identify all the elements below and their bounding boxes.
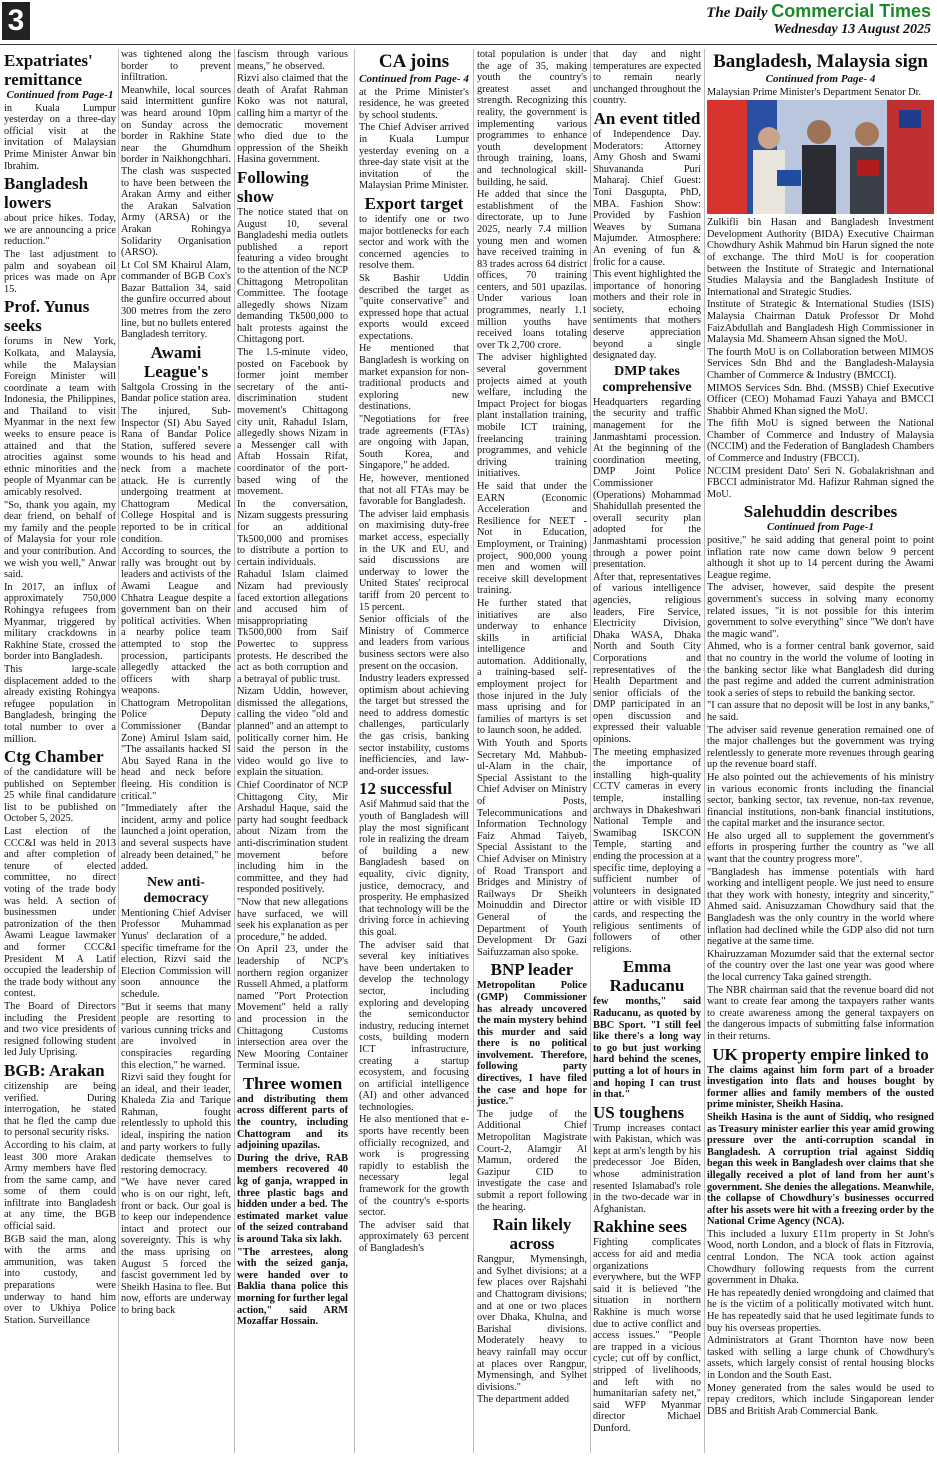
paragraph: The Chief Adviser arrived in Kuala Lumpur yesterday evening on a three-day state visit at the invitation of the Malaysian Prime Minister. xyxy=(359,122,469,192)
paragraph: was tightened along the border to prevent infiltration. xyxy=(121,49,231,84)
paragraph: Saltgola Crossing in the Bandar police station area. xyxy=(121,381,231,405)
paragraph: at the Prime Minister's residence, he was greeted by school students. xyxy=(359,86,469,121)
masthead-prefix: The Daily xyxy=(706,5,768,21)
paragraph: Zulkifli bin Hasan and Bangladesh Investment Development Authority (BIDA) Executive Chairman Chowdhury Ashik Mahmud bin Harun signed the note of exchange. The third MoU is for cooperation between the Institute of Strategic and International Studies Malaysia and the Bangladesh Institute of International and Strategic Studies. xyxy=(707,217,934,298)
headline: Prof. Yunus seeks xyxy=(4,297,90,336)
paragraph: Last election of the CCC&I was held in 2013 and after completion of tenure of elected committee, no direct voting of the trade body was held. A section of businessmen under patronization of the then Awami League lawmaker and former CCC&I President M A Latif occupied the leadership of the trade body without any contest. xyxy=(4,826,116,1000)
column-2 xyxy=(121,49,231,1455)
paragraph: On April 23, under the leadership of NCP's northern region organizer Russell Ahmed, a platform named "Port Protection Movement" held a rally and procession in the Chittagong Customs intersection area over the New Mooring Container Terminal issue. xyxy=(237,944,348,1072)
header-rule xyxy=(0,44,937,45)
paragraph: This large-scale displacement added to the already existing Rohingya refugee population in Bangladesh, bringing the total number to over a million. xyxy=(4,663,116,745)
paragraph: The meeting emphasized the importance of installing high-quality CCTV cameras in every temple, installing archways in Dhakeshwari National Temple and Swamibag ISKCON Temple, starting and ending the procession at a specific time, deploying a sufficient number of volunteers in designated attire or with visible ID cards, and respecting the religious sentiments of followers of other religions. xyxy=(593,746,701,955)
issue-date: Wednesday 13 August 2025 xyxy=(773,22,931,37)
continued-note: Continued from Page- 4 xyxy=(765,73,876,85)
column-7 xyxy=(707,49,934,1455)
paragraph: He further stated that initiatives are also underway to enhance skills in artificial intelligence and automation. Additionally, a training-based self-employment project for those injured in the July mass uprising and for families of martyrs is set to launch soon, he added. xyxy=(477,597,587,737)
paragraph: The injured, Sub-Inspector (SI) Abu Sayed Rana of Bandar Police Station, suffered severe wounds to his head and neck from a machete attack. He is currently undergoing treatment at Chattogram Medical College Hospital and is reported to be in critical condition. xyxy=(121,406,231,545)
paragraph: This included a luxury £11m property in St John's Wood, north London, and a block of flats in Fitzrovia, central London. The NCA took action against Chowdhury following requests from the current government in Dhaka. xyxy=(707,1228,934,1287)
paragraph: MIMOS Services Sdn. Bhd. (MSSB) Chief Executive Officer (CEO) Mohamad Fauzi Yahaya and BMCCI Shabbir Ahmed Khan signed the MoU. xyxy=(707,382,934,417)
headline: 12 successful xyxy=(359,779,453,799)
paragraph: "I can assure that no deposit will be lost in any banks," he said. xyxy=(707,700,934,723)
paragraph: The notice stated that on August 10, several Bangladeshi media outlets published a report featuring a video brought to the attention of the NCP Chittagong Metropolitan Committee. The footage allegedly shows Nizam demanding Tk500,000 to halt protests against the Chittagong port. xyxy=(237,206,348,346)
paragraph: "Immediately after the incident, army and police launched a joint operation, and several suspects have already been detained," he added. xyxy=(121,803,231,873)
headline: Salehuddin describes xyxy=(743,502,898,522)
paragraph: Malaysian Prime Minister's Department Senator Dr. xyxy=(707,86,922,98)
paragraph: Trump increases contact with Pakistan, which was kept at arm's length by his predecessor Joe Biden, whose administration resented Islamabad's role in the two-decade war in Afghanistan. xyxy=(593,1122,701,1215)
paragraph: He, however, mentioned that not all FTAs may be favorable for Bangladesh. xyxy=(359,473,469,508)
headline: Export target xyxy=(364,193,464,213)
paragraph: citizenship are being verified. During interrogation, he stated that he fled the camp due to personal security risks. xyxy=(4,1080,116,1139)
paragraph: The Board of Directors including the President and two vice presidents of resigned following student led July Uprising. xyxy=(4,1000,116,1059)
paragraph: Khairuzzaman Mozumder said that the external sector of the country over the last one year was good where the local currency Taka gained strength. xyxy=(707,948,934,983)
paragraph: Chief Coordinator of NCP Chittagong City, Mir Arshadul Haque, said the party had sought feedback about Nizam from the anti-discrimination student movement before including him in the committee, and they had responded positively. xyxy=(237,780,348,896)
paragraph: Rahadul Islam claimed Nizam had previously faced extortion allegations and accused him of misappropriating Tk500,000 from Saif Powertec to suppress protests. He described the act as both corruption and a betrayal of public trust. xyxy=(237,569,348,685)
paragraph: fascism through various means," he observed. xyxy=(237,49,348,72)
paragraph: The adviser said that several key initiatives have been undertaken to develop the technology sector, including exploring and developing the semiconductor industry, reducing internet costs, building modern ICT infrastructure, creating a startup ecosystem, and focusing on artificial intelligence (AI) and other advanced technologies. xyxy=(359,939,469,1113)
paragraph: about price hikes. Today, we are announcing a price reduction." xyxy=(4,213,116,248)
column-divider xyxy=(234,49,235,1453)
paragraph: BGB said the man, along with the arms and ammunition, was taken into custody, and preparations were underway to hand him over to Ukhiya Police Station. Surveillance xyxy=(4,1233,116,1326)
column-divider xyxy=(354,49,355,1453)
paragraph: total population is under the age of 35, making youth the country's greatest asset and strength. Recognizing this reality, the government is implementing various programmes to enhance youth development through training, loans, and technological skill-building, he said. xyxy=(477,49,587,188)
headline: Rain likely across xyxy=(492,1215,572,1254)
paragraph: positive," he said adding that general point to point inflation rate now came down below 9 percent although it shot up to 14 percent during the Awami League regime. xyxy=(707,535,934,581)
paragraph: Industry leaders expressed optimism about achieving the target but stressed the need to address domestic challenges, particularly the gas crisis, banking sector instability, customs inefficiencies, and law-and-order issues. xyxy=(359,673,469,777)
paragraph: "But it seems that many people are resorting to various cunning tricks and are involved in conspiracies regarding this election," he warned. xyxy=(121,1001,231,1071)
paragraph: The adviser said that approximately 63 percent of Bangladesh's xyxy=(359,1219,469,1254)
paragraph: Mentioning Chief Adviser Professor Muhammad Yunus' declaration of a specific timeframe for the election, Rizvi said the Election Commission will soon announce the schedule. xyxy=(121,907,231,1000)
headline: BNP leader xyxy=(490,960,574,980)
paragraph: With Youth and Sports Secretary Md. Mahbub-ul-Alam in the chair, Special Assistant to the Chief Adviser on Ministry of Posts, Telecommunications and Information Technology Faiz Ahmad Taiyeb, Special Assistant to the Chief Adviser on Ministry of Road Transport and Bridges and Ministry of Railways Dr Sheikh Moinuddin and Director General of the Department of Youth Development Dr Gazi Saifuzzaman also spoke. xyxy=(477,738,587,958)
headline: Three women xyxy=(242,1073,343,1093)
paragraph: Meanwhile, local sources said intermittent gunfire was heard around 10pm on Sunday across the border in Rakhine State near the Ghumdhum border in Naikhongchhari. The clash was suspected to have been between the Arakan Army and either the Arakan Salvation Army (ARSA) or the Arakan Rohingya Solidarity Organisation (ARSO). xyxy=(121,84,231,259)
continued-note: Continued from Page-1 xyxy=(6,89,114,101)
headline: BGB: Arakan xyxy=(4,1060,105,1080)
headline: Ctg Chamber xyxy=(4,747,104,767)
paragraph: The NBR chairman said that the revenue board did not want to create fear among the taxpayers rather wants to create awareness among the general taxpayers on the dangerous impacts of submitting false information in their returns. xyxy=(707,984,934,1042)
paragraph: Rangpur, Mymensingh, and Sylhet divisions; at a few places over Rajshahi and Chattogram divisions; and at one or two places over Dhaka, Khulna, and Barishal divisions. Moderately heavy to heavy rainfall may occur at places over Rangpur, Mymensingh, and Sylhet divisions." xyxy=(477,1254,587,1393)
headline: DMP takes comprehensive xyxy=(602,363,692,395)
paragraph: "We have never cared who is on our right, left, front or back. Our goal is to keep our independence intact and protect our sovereignty. This is why the mass uprising on August 5 forced the fascist government led by Sheikh Hasina to flee. But now, efforts are underway to bring back xyxy=(121,1177,231,1316)
paragraph: In 2017, an influx of approximately 750,000 Rohingya refugees from Myanmar, triggered by military crackdowns in Rakhine State, crossed the border into Bangladesh. xyxy=(4,581,116,663)
column-divider xyxy=(473,49,474,1453)
paragraph: He added that since the establishment of the directorate, up to June 2025, nearly 7.4 million young men and women have received training in 83 trades across 64 district offices, 70 training centers, and 501 upazilas. Under various loan programmes, nearly 1.1 million youths have received loans totaling over Tk 2,700 crore. xyxy=(477,189,587,351)
paragraph: Nizam Uddin, however, dismissed the allegations, calling the video "old and planned" and an attempt to politically corner him. He said the person in the video would go live to explain the situation. xyxy=(237,686,348,779)
headline: Rakhine sees xyxy=(593,1217,687,1237)
paragraph: Administrators at Grant Thornton have now been tasked with selling a large chunk of Chowdhury's assets, which largely consist of rental housing blocks in London and the South East. xyxy=(707,1335,934,1381)
paragraph: The judge of the Additional Chief Metropolitan Magistrate Court-2, Alamgir Al Mamun, ordered the Gazipur CID to investigate the case and submit a report following the hearing. xyxy=(477,1108,587,1213)
paragraph: The claims against him form part of a broader investigation into flats and houses bought by former allies and family members of the ousted prime minister, Sheikh Hasina. xyxy=(707,1064,934,1111)
mou-signing-photo xyxy=(707,100,934,214)
paragraph: According to his claim, at least 300 more Arakan Army members have fled from the same camp, and some of them could infiltrate into Bangladesh at any time, the BGB official said. xyxy=(4,1139,116,1233)
paragraph: of the candidature will be published on September 25 while final candidature list to be published on October 5, 2025. xyxy=(4,767,116,825)
paragraph: Institute of Strategic & International Studies (ISIS) Malaysia Chairman Datuk Professor Dr Mohd FaizAbdullah and Bangladesh High Commissioner in Malaysia Md. Shameem Ahsan signed the MoU. xyxy=(707,299,934,346)
headline: Bangladesh lowers xyxy=(4,174,89,213)
paragraph: The adviser laid emphasis on maximising duty-free market access, especially in the UK and EU, and said discussions are underway to lower the United States' reciprocal tariff from 20 percent to 15 percent. xyxy=(359,508,469,613)
masthead-name: Commercial Times xyxy=(771,1,931,21)
continued-note: Continued from Page- 4 xyxy=(359,73,469,85)
page-number: 3 xyxy=(2,2,30,40)
paragraph: Rizvi also claimed that the death of Arafat Rahman Koko was not natural, calling him a martyr of the democratic movement who died due to the oppression of the Sheikh Hasina government. xyxy=(237,73,348,166)
headline: UK property empire linked to xyxy=(712,1044,929,1064)
paragraph: Sk Bashir Uddin described the target as "quite conservative" and expressed hope that actual exports would exceed expectations. xyxy=(359,272,469,342)
column-divider xyxy=(118,49,119,1453)
paragraph: The department added xyxy=(477,1394,570,1406)
paragraph: Metropolitan Police (GMP) Commissioner has already uncovered the main mystery behind this murder and said there is no political involvement. Therefore, following party directives, I have filed the case and hope for justice." xyxy=(477,980,587,1108)
column-divider xyxy=(704,49,705,1453)
paragraph: The adviser highlighted several government projects aimed at youth welfare, including the Impact Project for biogas plant installation training, mobile ICT training, freelancing training programmes, and vehicle driving training initiatives. xyxy=(477,352,587,480)
paragraph: During the drive, RAB members recovered 40 kg of ganja, wrapped in three plastic bags and hidden under a bed. The estimated market value of the seized contraband is around Taka six lakh. xyxy=(237,1152,348,1245)
paragraph: The last adjustment to palm and soyabean oil prices was made on Apr 15. xyxy=(4,248,116,295)
paragraph: Fighting complicates access for aid and media organizations everywhere, but the WFP said it is believed "the situation in northern Rakhine is much worse due to active conflict and access issues." "People are trapped in a vicious cycle; cut off by conflict, stripped of livelihoods, and left with no humanitarian safety net," said WFP Myanmar director Michael Dunford. xyxy=(593,1237,701,1434)
paragraph: He also pointed out the achievements of his ministry in various economic fronts including the financial sector, banking sector, tax revenue, non-tax revenue, financial institutions, non-bank financial institutions, the capital market and the insurance sector. xyxy=(707,771,934,830)
paragraph: Rizvi said they fought for an ideal, and their leader, Khaleda Zia and Tarique Rahman, fought relentlessly to uphold this ideal, inspiring the nation and party workers to fully dedicate themselves to restoring democracy. xyxy=(121,1072,231,1176)
paragraph: Asif Mahmud said that the youth of Bangladesh will play the most significant role in realizing the dream of building a new Bangladesh based on equality, civic dignity, justice, democracy, and prosperity. He emphasized that technology will be the driving force in achieving this goal. xyxy=(359,799,469,938)
column-5 xyxy=(477,49,587,1455)
column-1 xyxy=(4,49,116,1455)
paragraph: few months," said Raducanu, as quoted by BBC Sport. "I still feel like there's a long way to go but just working hard behind the scenes, putting a lot of hours in and hoping I can trust in that." xyxy=(593,996,701,1101)
photo-illustration xyxy=(707,100,934,214)
paragraph: The fifth MoU is signed between the National Chamber of Commerce and Industry of Malaysia (NCCIM) and the Federation of Bangladesh Chambers of Commerce and Industry (FBCCI). xyxy=(707,418,934,465)
paragraph: "So, thank you again, my dear friend, on behalf of my family and the people of Malaysia for your role and your contribution. And we wish you well," Anwar said. xyxy=(4,499,116,581)
paragraph: The adviser said revenue generation remained one of the major challenges but the government was trying relentlessly to generate more revenues through gearing up the revenue board staff. xyxy=(707,724,934,771)
headline: New anti-democracy xyxy=(143,874,209,906)
masthead xyxy=(706,1,931,22)
headline: CA joins xyxy=(378,51,450,72)
paragraph: "The arrestees, along with the seized ganja, were handed over to Baklia thana police this morning for further legal action," said ARM Mozaffar Hossain. xyxy=(237,1246,348,1328)
column-6 xyxy=(593,49,701,1455)
page-header xyxy=(0,0,937,44)
paragraph: He also mentioned that e-sports have recently been officially recognized, and work is progressing rapidly to establish the necessary legal framework for the growth of the country's e-sports sector. xyxy=(359,1114,469,1219)
paragraph: Headquarters regarding the security and traffic management for the Janmashtami procession. At the beginning of the coordination meeting, DMP Joint Police Commissioner (Operations) Mohammad Shahidullah presented the overall security plan adopted for the Janmashtami procession through a power point presentation. xyxy=(593,396,701,571)
paragraph: forums in New York, Kolkata, and Malaysia, while the Malaysian Foreign Minister will coordinate a team with Indonesia, the Philippines, and Thailand to visit Myanmar in the next few weeks to ensure peace is attained and that the atrocities against some ethnic minorities and the people of Myanmar can be amicably resolved. xyxy=(4,336,116,499)
column-divider xyxy=(590,49,591,1453)
headline: Following show xyxy=(237,167,309,206)
paragraph: After that, representatives of various intelligence agencies, religious leaders, Fire Service, Electricity Division, Dhaka WASA, Dhaka North and South City Corporations and representatives of the Health Department and senior officials of the DMP participated in an open discussion and expressed their valuable opinions. xyxy=(593,571,701,746)
headline: Awami League's xyxy=(143,342,209,381)
paragraph: He also urged all to supplement the government's efforts in prospering further the country as "we all want that the country progress more". xyxy=(707,830,934,866)
paragraph: Senior officials of the Ministry of Commerce and leaders from various business sectors were also present on the occasion. xyxy=(359,614,469,672)
paragraph: that day and night temperatures are expected to remain nearly unchanged throughout the country. xyxy=(593,49,701,107)
headline: Bangladesh, Malaysia sign xyxy=(713,51,928,72)
column-3 xyxy=(237,49,348,1455)
headline: Emma Raducanu xyxy=(609,957,685,996)
headline: Expatriates' remittance xyxy=(4,51,93,89)
paragraph: in Kuala Lumpur yesterday on a three-day official visit at the invitation of Malaysian Prime Minister Anwar bin Ibrahim. xyxy=(4,102,116,172)
continued-note: Continued from Page-1 xyxy=(767,521,874,534)
paragraph: Chattogram Metropolitan Police Deputy Commissioner (Bandar Zone) Amirul Islam said, "The assailants hacked SI Abu Sayed Rana in the head and neck before fleeing. His condition is critical." xyxy=(121,697,231,802)
paragraph: "Now that new allegations have surfaced, we will seek his explanation as per procedure," he added. xyxy=(237,896,348,943)
paragraph: The adviser, however, said despite the present government's success in solving many economy related issues, "it is not possible for this interim government to solve everything" since "We don't have the magic wand". xyxy=(707,582,934,640)
column-4 xyxy=(359,49,469,1455)
paragraph: In the conversation, Nizam suggests pressuring for an additional Tk500,000 and promises to distribute a portion to certain individuals. xyxy=(237,498,348,568)
paragraph: and distributing them across different parts of the country, including Chattogram and its adjoining upazilas. xyxy=(237,1093,348,1152)
headline: An event titled xyxy=(593,108,701,128)
paragraph: The 1.5-minute video, posted on Facebook by former joint member secretary of the anti-discrimination student movement's Chittagong city unit, Rahadul Islam, allegedly shows Nizam in a Messenger call with Aftab Hossain Rifat, coordinator of the port-based wing of the movement. xyxy=(237,347,348,498)
paragraph: This event highlighted the importance of honoring mothers and their role in society, echoing sentiments that mothers deserve appreciation beyond a single designated day. xyxy=(593,269,701,362)
paragraph: Ahmed, who is a former central bank governor, said that no country in the world the volume of looting in the banking sector like what Bangladesh did during the past regime and added the current administration took a series of steps to rebuild the banking sector. xyxy=(707,641,934,699)
paragraph: to identify one or two major bottlenecks for each sector and work with the concerned agencies to resolve them. xyxy=(359,213,469,272)
paragraph: He has repeatedly denied wrongdoing and claimed that he is the victim of a politically motivated witch hunt. He has repeatedly said that he used legitimate funds to buy his overseas properties. xyxy=(707,1287,934,1334)
paragraph: Sheikh Hasina is the aunt of Siddiq, who resigned as Treasury minister earlier this year amid growing pressure over the anti-corruption scandal in Bangladesh. A corruption trial against Siddiq began this week in Bangladesh over claims that she illegally received a plot of land from her aunt's government. She denies the allegations. Meanwhile, the collapse of Chowdhury's businesses occurred after his assets were hit with a freezing order by the National Crime Agency (NCA). xyxy=(707,1111,934,1228)
paragraph: of Independence Day. Moderators: Attorney Amy Ghosh and Swami Shuvananda Puri Maharaj. Chief Guest: Toni Dasgupta, PhD, MBA. Fashion Show: Provided by Fashion Weaves by Sumana Majumder. Atmosphere: An evening of fun & frolic for a cause. xyxy=(593,128,701,268)
paragraph: "Bangladesh has immense potentials with hard working and intelligent people. We just need to ensure that they work with honesty, integrity and sincerity," Ahmed said. Anisuzzaman Chowdhury said that the Bangladesh was the only country in the world where inflation had declined while the GDP also did not turn negative at the same time. xyxy=(707,866,934,948)
paragraph: Lt Col SM Khairul Alam, commander of BGB Cox's Bazar Battalion 34, said the gunfire occurred about 300 metres from the zero line, but no bullets entered Bangladesh territory. xyxy=(121,259,231,341)
headline: US toughens xyxy=(593,1102,685,1122)
paragraph: The fourth MoU is on Collaboration between MIMOS Services Sdn Bhd and the Bangladesh-Malaysia Chamber of Commerce & Industry (BMCCI). xyxy=(707,346,934,381)
paragraph: According to sources, the rally was brought out by leaders and activists of the Awami League and Chhatra League despite a government ban on their political activities. When a nearby police team attempted to stop the procession, participants allegedly attacked the officers with sharp weapons. xyxy=(121,546,231,697)
paragraph: He said that under the EARN (Economic Acceleration and Resilience for NEET - Not in Education, Employment, or Training) project, 900,000 young men and women will receive skill development training. xyxy=(477,480,587,597)
paragraph: He mentioned that Bangladesh is working on market expansion for non-traditional products and exploring new destinations. xyxy=(359,343,469,413)
paragraph: "Negotiations for free trade agreements (FTAs) are ongoing with Japan, South Korea, and Singapore," he added. xyxy=(359,414,469,472)
paragraph: Money generated from the sales would be used to repay creditors, which include Singaporean lender DBS and British Arab Commercial Bank. xyxy=(707,1382,934,1417)
paragraph: NCCIM president Dato' Seri N. Gobalakrishnan and FBCCI administrator Md. Hafizur Rahman signed the MoU. xyxy=(707,465,934,500)
